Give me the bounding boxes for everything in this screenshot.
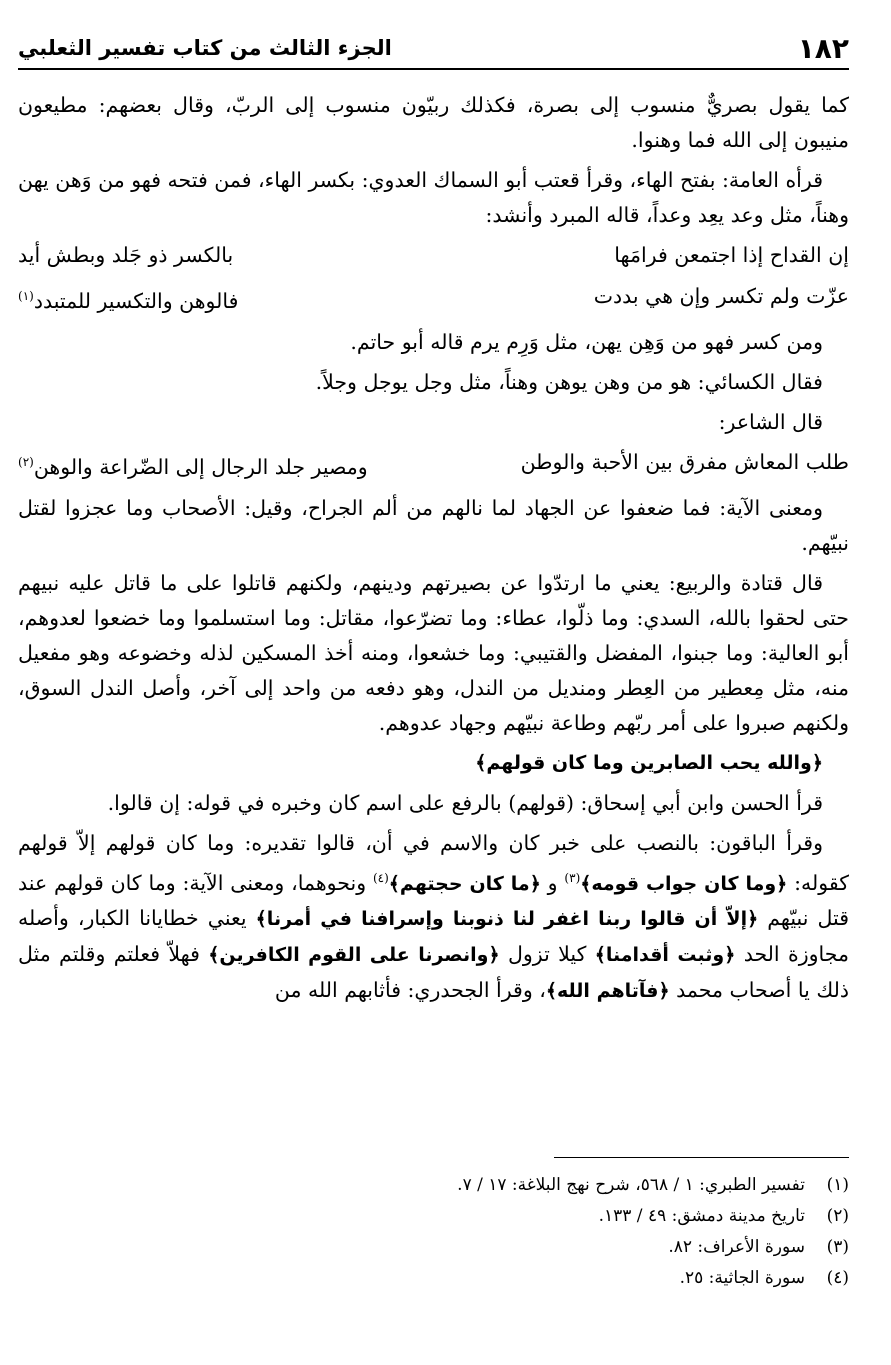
footnote-text: سورة الجاثية: ٢٥.	[679, 1268, 805, 1288]
paragraph: ومن كسر فهو من وَهِن يهن، مثل وَرِم يرم قاله أبو حاتم.	[350, 329, 823, 354]
verse-hemistich: عزّت ولم تكسر وإن هي بددت	[593, 284, 849, 308]
poem-verse	[18, 445, 849, 485]
text-run: يعني خطايانا الكبار، وأصله مجاوزة الحد	[18, 906, 849, 967]
text-run: كيلا تزول	[499, 942, 595, 967]
footnote-item	[40, 1263, 849, 1294]
footnote-text: سورة الأعراف: ٨٢.	[668, 1237, 805, 1257]
quran-quote: ﴿وانصرنا على القوم الكافرين﴾	[208, 944, 500, 967]
verse-hemistich: إن القداح إذا اجتمعن فرامَها	[614, 243, 849, 267]
footnotes	[40, 1170, 849, 1294]
footnote-item	[40, 1232, 849, 1263]
verse-hemistich: بالكسر ذو جَلد وبطش أيد	[18, 243, 234, 267]
main-text	[18, 88, 849, 1014]
page-header	[18, 28, 849, 70]
paragraph: كما يقول بصريٌّ منسوب إلى بصرة، فكذلك ربيّون منسوب إلى الربّ، وقال بعضهم: مطيعون منيبون إلى الله فما وهنوا.	[18, 93, 849, 152]
quran-quote: ﴿وما كان جواب قومه﴾	[580, 872, 788, 895]
quran-quote: ﴿ما كان حجتهم﴾	[388, 872, 541, 895]
text-run: و	[540, 870, 565, 895]
paragraph: قرأه العامة: بفتح الهاء، وقرأ قعتب أبو السماك العدوي: بكسر الهاء، فمن فتحه فهو من وَهن يهن وهناً، مثل وعد يعِد وعداً، قاله المبرد وأنشد:	[17, 168, 849, 227]
text-run: ، وقرأ الجحدري: فأثابهم الله من	[274, 978, 546, 1003]
footnote-number: (١)	[826, 1175, 849, 1195]
footnote-item	[40, 1201, 849, 1232]
paragraph: قال قتادة والربيع: يعني ما ارتدّوا عن بصيرتهم ودينهم، ولكنهم قاتلوا على ما قاتل عليه نبيهم حتى لحقوا بالله، السدي: وما ذلّوا، عطاء: وما تضرّعوا، مقاتل: وما استسلموا وما خضعوا لعدوهم، أبو العالية: وما جبنوا، المفضل والقتيبي: وما خشعوا، ومنه أخذ المسكين لذله وخضوعه وهو مفعيل منه، مثل مِعطير من العِطر ومنديل من الندل، وهو دفعه من واحد إلى آخر، وأصل الندل السوق، ولكنهم صبروا على أمر ربّهم وطاعة نبيّهم وجهاد عدوهم.	[18, 570, 849, 735]
verse-hemistich: ومصير جلد الرجال إلى الضّراعة والوهن	[33, 454, 368, 479]
paragraph: ومعنى الآية: فما ضعفوا عن الجهاد لما نالهم من ألم الجراح، وقيل: الأصحاب وما عجزوا لقتل نبيّهم.	[18, 495, 849, 555]
verse-hemistich: فالوهن والتكسير للمتبدد	[33, 288, 239, 313]
quran-quote: ﴿وثبت أقدامنا﴾	[594, 944, 736, 967]
paragraph: فقال الكسائي: هو من وهن يوهن وهناً، مثل وجل يوجل وجلاً.	[315, 369, 823, 394]
quran-quote: ﴿إلاّ أن قالوا ربنا اغفر لنا ذنوبنا وإسرافنا في أمرنا﴾	[255, 908, 759, 931]
footnote-text: تفسير الطبري: ١ / ٥٦٨، شرح نهج البلاغة: ١٧ / ٧.	[457, 1175, 805, 1195]
footnote-ref: (٢)	[18, 454, 34, 469]
quran-verse-heading: ﴿والله يحب الصابرين وما كان قولهم﴾	[475, 751, 823, 774]
poem-verse	[18, 238, 849, 273]
verse-hemistich-with-note	[18, 445, 368, 485]
text-run: ونحوهما، ومعنى الآية: وما كان قولهم عند قتل نبيّهم	[18, 870, 850, 931]
footnote-divider	[554, 1157, 849, 1158]
footnote-number: (٣)	[826, 1237, 849, 1257]
page-number: ١٨٢	[797, 31, 849, 65]
text-run: وقرأ الباقون: بالنصب على خبر كان والاسم في أن، قالوا تقديره: وما كان قولهم إلاّ قولهم كقوله:	[18, 830, 849, 895]
verse-hemistich-with-note	[18, 279, 238, 319]
footnote-number: (٢)	[826, 1206, 849, 1226]
footnote-ref: (٤)	[372, 870, 389, 885]
footnote-text: تاريخ مدينة دمشق: ٤٩ / ١٣٣.	[598, 1206, 805, 1226]
paragraph	[18, 826, 849, 1010]
quran-quote: ﴿فآتاهم الله﴾	[545, 980, 670, 1003]
text-run: فهلاّ فعلتم وقلتم مثل ذلك يا أصحاب محمد	[18, 942, 849, 1003]
footnote-item	[40, 1170, 849, 1201]
verse-hemistich: طلب المعاش مفرق بين الأحبة والوطن	[520, 449, 849, 474]
paragraph: قال الشاعر:	[718, 409, 823, 434]
footnote-ref: (١)	[18, 289, 34, 303]
poem-verse	[18, 279, 849, 319]
footnote-ref: (٣)	[564, 870, 581, 885]
paragraph: قرأ الحسن وابن أبي إسحاق: (قولهم) بالرفع على اسم كان وخبره في قوله: إن قالوا.	[107, 790, 823, 815]
running-title: الجزء الثالث من كتاب تفسير الثعلبي	[18, 36, 392, 60]
footnote-number: (٤)	[826, 1268, 849, 1288]
